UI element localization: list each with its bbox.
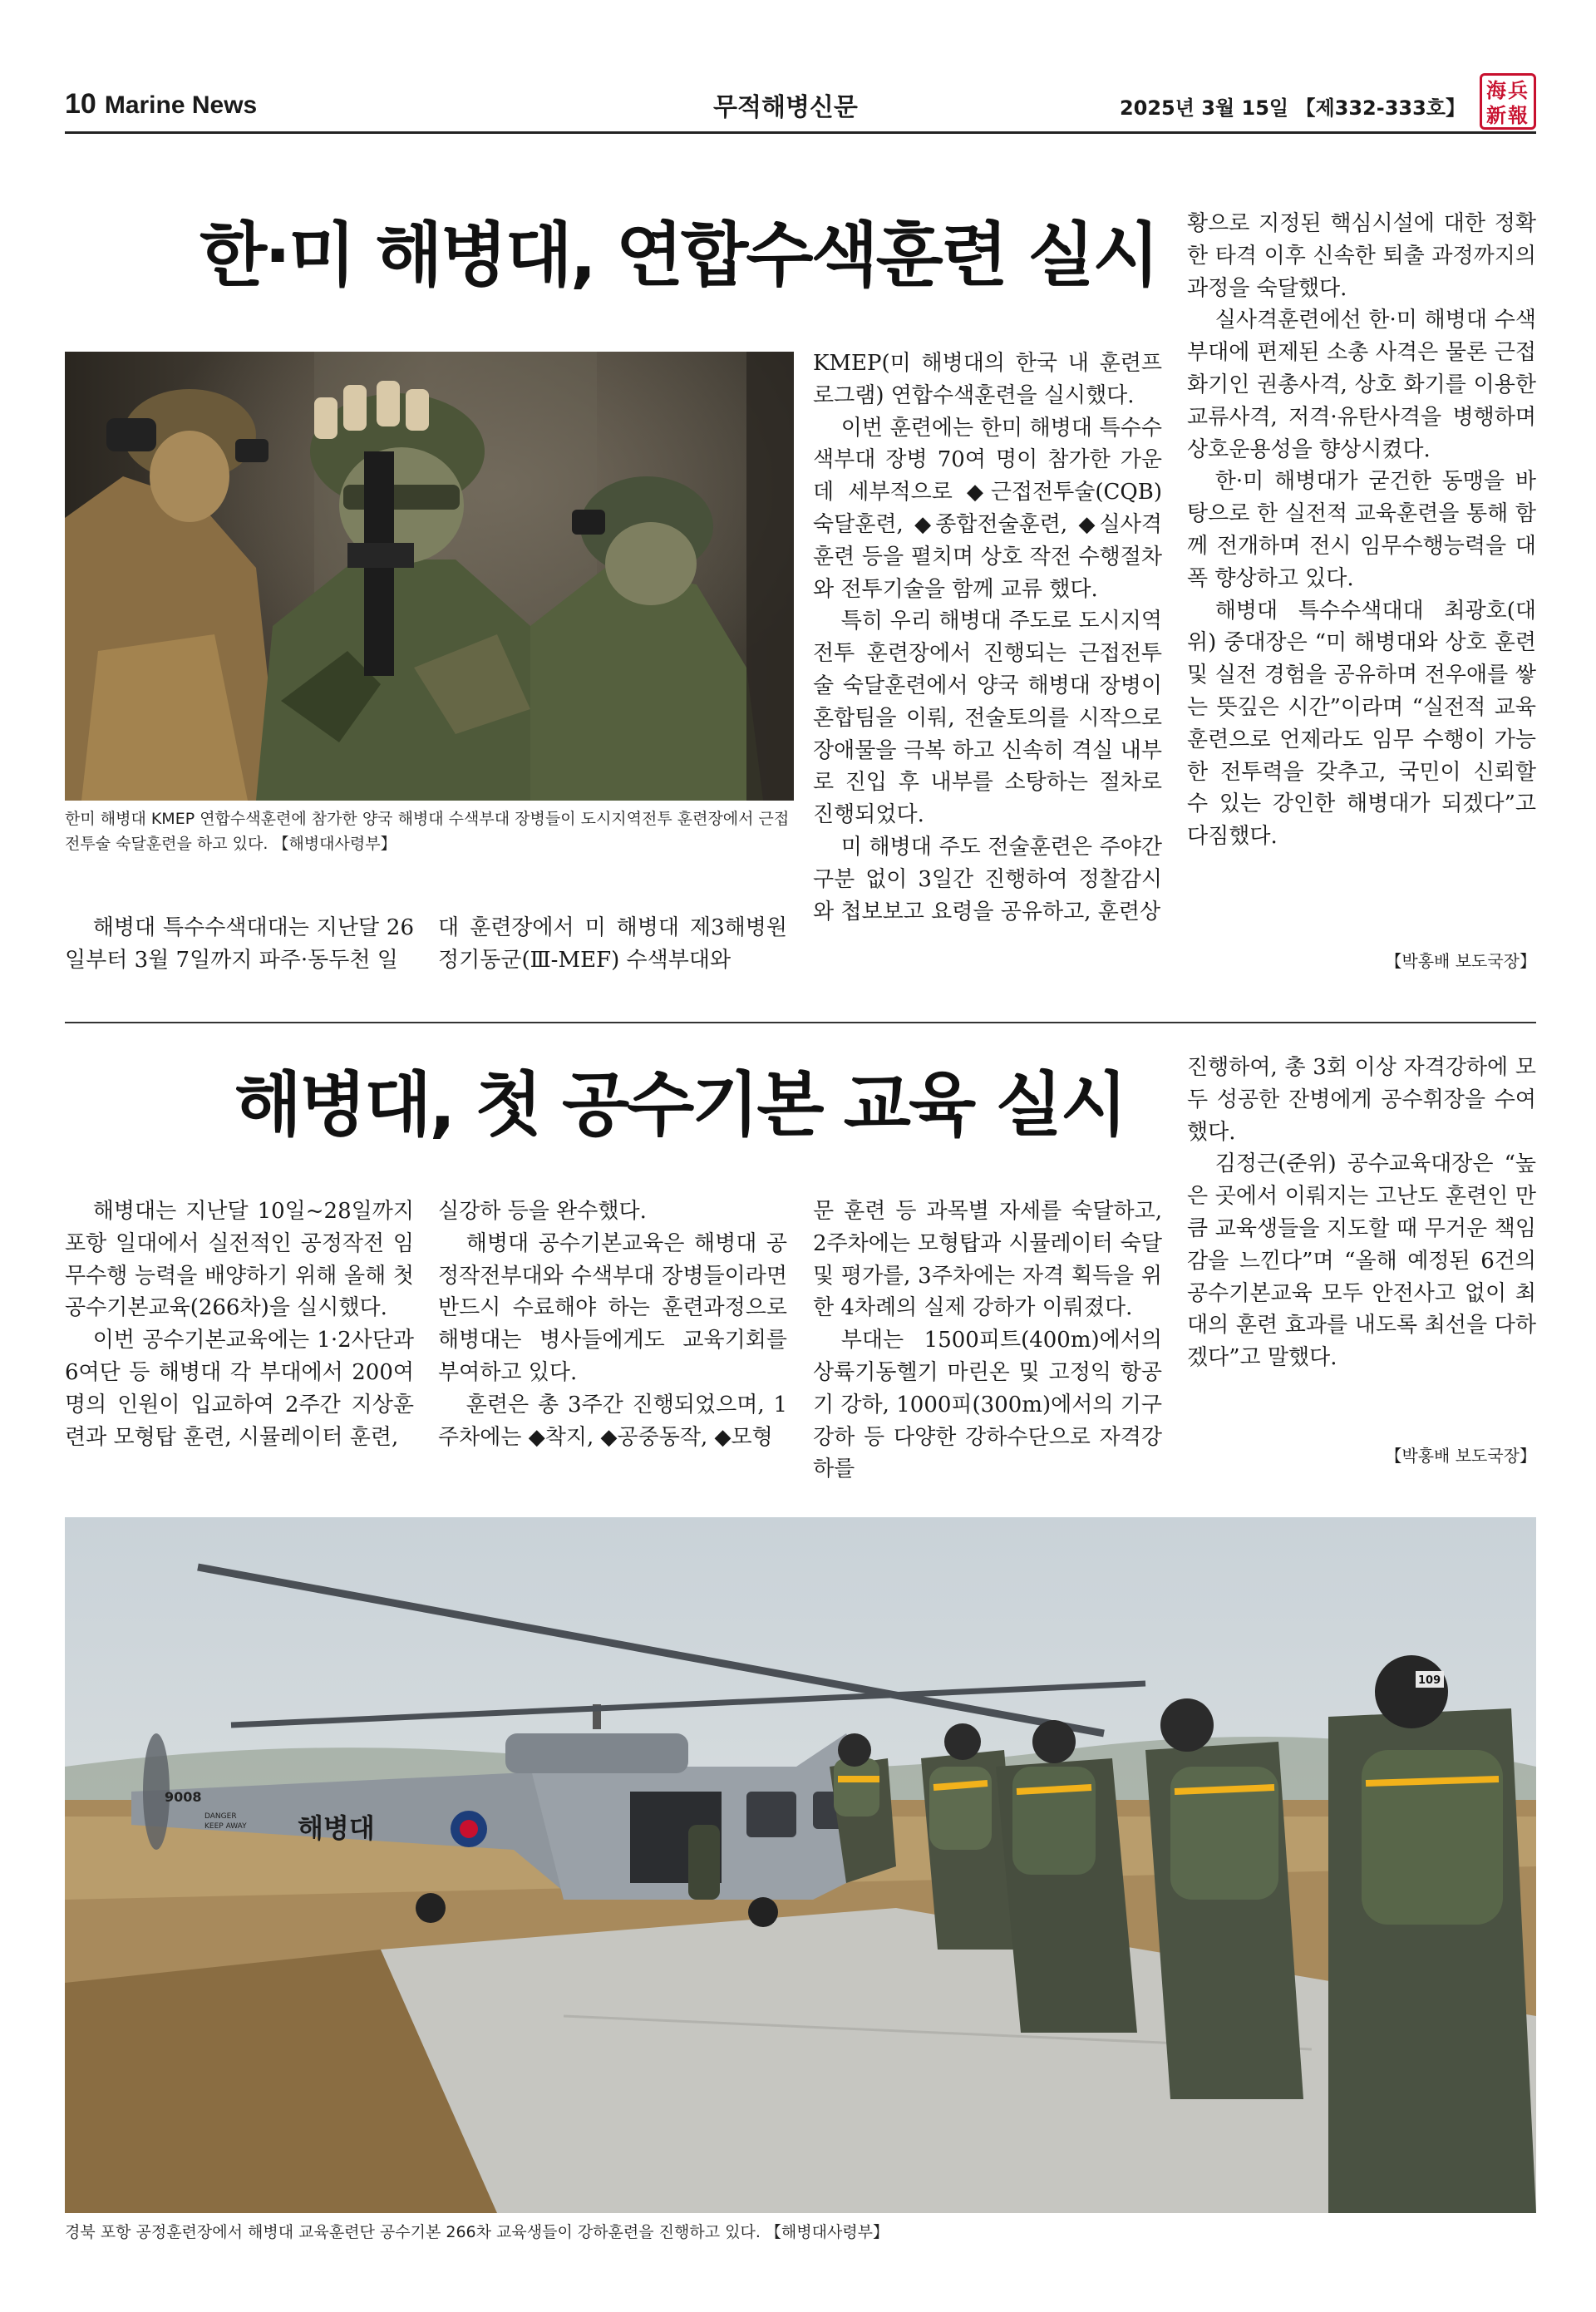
- article2-paragraph: 문 훈련 등 과목별 자세를 숙달하고, 2주차에는 모형탑과 시뮬레이터 숙달 및 평가를, 3주차에는 자격 획득을 위한 4차례의 실제 강하가 이뤄졌다.: [813, 1199, 1162, 1321]
- article1-column-3: [813, 348, 1162, 928]
- article1-photo-caption: 한미 해병대 KMEP 연합수색훈련에 참가한 양국 해병대 수색부대 장병들이 도시지역전투 훈련장에서 근접전투술 숙달훈련을 하고 있다. 【해병대사령부】: [65, 810, 790, 853]
- article2-photo: [65, 1517, 1536, 2213]
- article2-paragraph: 해병대 공수기본교육은 해병대 공정작전부대와 수색부대 장병들이라면 반드시 수료해야 하는 훈련과정으로 해병대는 병사들에게도 교육기회를 부여하고 있다.: [438, 1230, 787, 1385]
- heli-danger-text: DANGER: [204, 1812, 237, 1821]
- article1-column-2: [438, 912, 787, 977]
- article2-column-2: [438, 1195, 787, 1453]
- article1-paragraph: 미 해병대 주도 전술훈련은 주야간 구분 없이 3일간 진행하여 정찰감시와 첩보보고 요령을 공유하고, 훈련상: [813, 834, 1162, 924]
- heli-tail-number: 9008: [165, 1789, 202, 1805]
- article2-column-1: [65, 1195, 414, 1453]
- article2-paragraph: 부대는 1500피트(400m)에서의 상륙기동헬기 마린온 및 고정익 항공기 강하, 1000피(300m)에서의 기구강하 등 다양한 강하수단으로 자격강하를: [813, 1328, 1162, 1482]
- page-header: [65, 78, 1536, 127]
- article1-byline: 【박홍배 보도국장】: [1385, 951, 1536, 971]
- article2-paragraph: 실강하 등을 완수했다.: [438, 1199, 647, 1224]
- article1-column-1: [65, 912, 414, 977]
- newspaper-seal-logo: 海兵 新報: [1480, 73, 1536, 130]
- newspaper-title: 무적해병신문: [713, 93, 858, 122]
- article2-paragraph: 훈련은 총 3주간 진행되었으며, 1주차에는 ◆착지, ◆공중동작, ◆모형: [438, 1392, 787, 1450]
- heli-keep-away-text: KEEP AWAY: [204, 1822, 247, 1831]
- article2-paragraph: 김정근(준위) 공수교육대장은 “높은 곳에서 이뤄지는 고난도 훈련인 만큼 교육생들을 지도할 때 무거운 책임감을 느낀다”며 “올해 예정된 6건의 공수기본교육 모두 안전사고 없이 최대의 훈련 효과를 내도록 최선을 다하겠다”고 말했다.: [1187, 1151, 1536, 1371]
- article-separator: [65, 1022, 1536, 1023]
- article1-paragraph: 해병대 특수수색대대 최광호(대위) 중대장은 “미 해병대와 상호 훈련 및 실전 경험을 공유하며 전우애를 쌓는 뜻깊은 시간”이라며 “실전적 교육훈련으로 언제라도 임무 수행이 가능한 전투력을 갖추고, 국민이 신뢰할 수 있는 강인한 해병대가 되겠다”고 다짐했다.: [1187, 598, 1536, 850]
- article2-paragraph: 진행하여, 총 3회 이상 자격강하에 모두 성공한 잔병에게 공수휘장을 수여했다.: [1187, 1055, 1536, 1145]
- page-number: 10: [65, 88, 96, 120]
- header-rule: [65, 131, 1536, 134]
- article2-photo-caption: 경북 포항 공정훈련장에서 해병대 교육훈련단 공수기본 266차 교육생들이 강하훈련을 진행하고 있다. 【해병대사령부】: [65, 2223, 889, 2241]
- article1-paragraph: 한·미 해병대가 굳건한 동맹을 바탕으로 한 실전적 교육훈련을 통해 함께 전개하며 전시 임무수행능력을 대폭 향상하고 있다.: [1187, 469, 1536, 591]
- helmet-number: 109: [1418, 1674, 1441, 1687]
- article1-column-4: [1187, 208, 1536, 853]
- article1-paragraph: 황으로 지정된 핵심시설에 대한 정확한 타격 이후 신속한 퇴출 과정까지의 과정을 숙달했다.: [1187, 211, 1536, 301]
- article1-headline: 한·미 해병대, 연합수색훈련 실시: [200, 214, 1158, 296]
- article2-headline: 해병대, 첫 공수기본 교육 실시: [234, 1064, 1126, 1146]
- issue-date: 2025년 3월 15일 【제332-333호】: [1119, 96, 1465, 120]
- article2-byline: 【박홍배 보도국장】: [1385, 1446, 1536, 1466]
- article1-paragraph: 해병대 특수수색대대는 지난달 26일부터 3월 7일까지 파주·동두천 일: [65, 915, 414, 973]
- section-name: Marine News: [104, 91, 258, 119]
- article1-paragraph: 특히 우리 해병대 주도로 도시지역전투 훈련장에서 진행되는 근접전투술 숙달훈련에서 양국 해병대 장병이 혼합팀을 이뤄, 전술토의를 시작으로 장애물을 극복 하고 신속히 격실 내부로 진입 후 내부를 소탕하는 절차로 진행되었다.: [813, 609, 1162, 828]
- article1-paragraph: 이번 훈련에는 한미 해병대 특수수색부대 장병 70여 명이 참가한 가운데 세부적으로 ◆근접전투술(CQB) 숙달훈련, ◆종합전술훈련, ◆실사격훈련 등을 펼치며 상호 작전 수행절차와 전투기술을 함께 교류 했다.: [813, 415, 1162, 602]
- heli-body-text: 해병대: [298, 1812, 375, 1844]
- article1-paragraph: KMEP(미 해병대의 한국 내 훈련프로그램) 연합수색훈련을 실시했다.: [813, 351, 1162, 408]
- article2-column-4: [1187, 1052, 1536, 1374]
- article1-paragraph: 실사격훈련에선 한·미 해병대 수색부대에 편제된 소총 사격은 물론 근접화기인 권총사격, 상호 화기를 이용한 교류사격, 저격·유탄사격을 병행하며 상호운용성을 향상시켰다.: [1187, 308, 1536, 462]
- article2-paragraph: 해병대는 지난달 10일~28일까지 포항 일대에서 실전적인 공정작전 임무수행 능력을 배양하기 위해 올해 첫 공수기본교육(266차)을 실시했다.: [65, 1199, 414, 1321]
- article2-column-3: [813, 1195, 1162, 1486]
- article1-paragraph: 대 훈련장에서 미 해병대 제3해병원정기동군(Ⅲ-MEF) 수색부대와: [438, 915, 787, 973]
- article1-photo: [65, 352, 794, 801]
- article2-paragraph: 이번 공수기본교육에는 1·2사단과 6여단 등 해병대 각 부대에서 200여 명의 인원이 입교하여 2주간 지상훈련과 모형탑 훈련, 시뮬레이터 훈련,: [65, 1328, 414, 1450]
- page-section: [65, 88, 257, 121]
